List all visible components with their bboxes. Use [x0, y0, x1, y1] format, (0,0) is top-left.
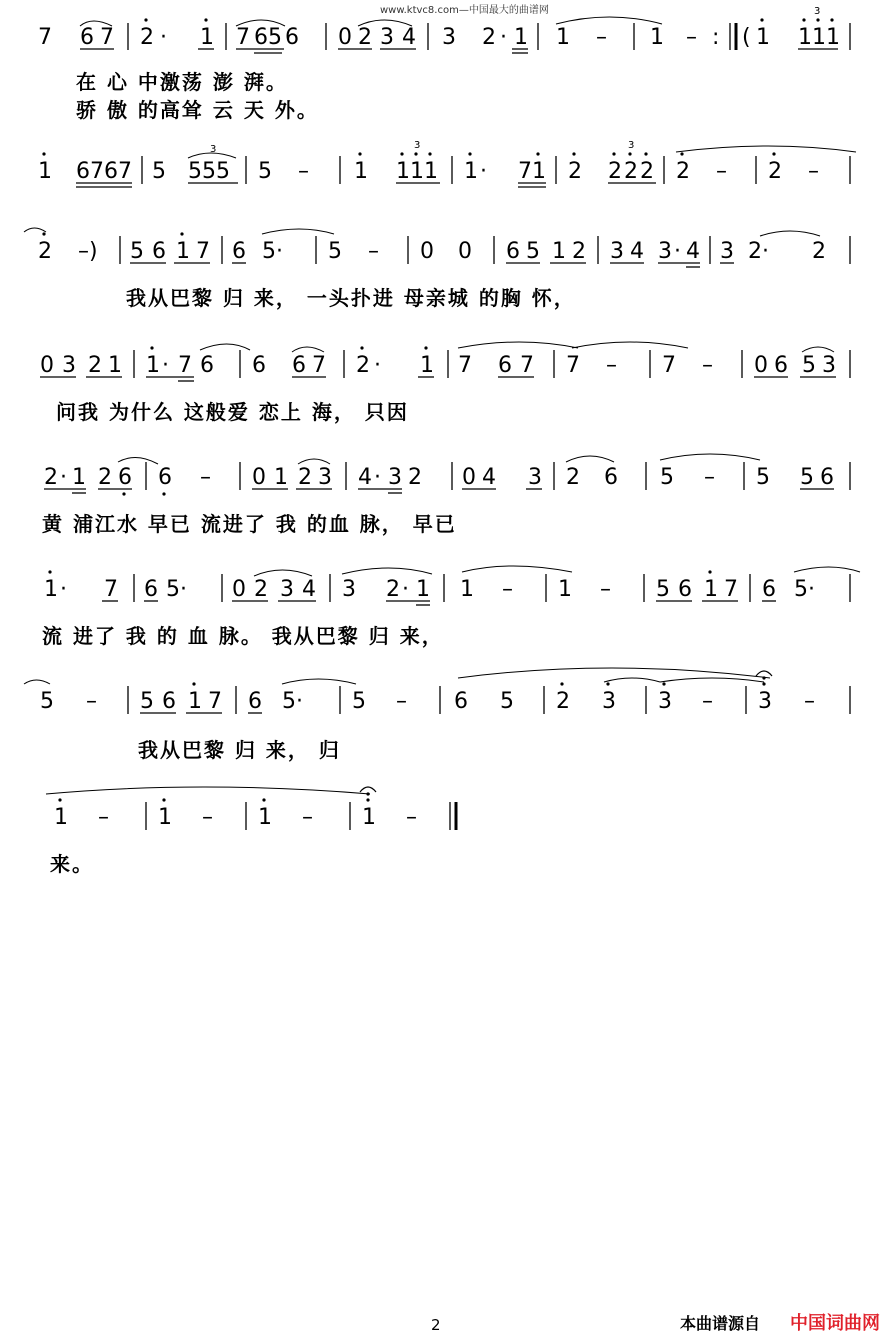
svg-text:1: 1 — [704, 577, 718, 602]
svg-text:5: 5 — [500, 689, 514, 714]
svg-text:5: 5 — [526, 239, 540, 264]
svg-text:1: 1 — [558, 577, 572, 602]
svg-text:6: 6 — [774, 353, 788, 378]
svg-text:2: 2 — [572, 239, 586, 264]
svg-text:4: 4 — [302, 577, 316, 602]
svg-text:–: – — [406, 805, 417, 830]
notation-svg — [0, 456, 886, 496]
svg-text:1: 1 — [416, 577, 430, 602]
svg-text:7: 7 — [518, 159, 532, 184]
svg-text:5: 5 — [660, 465, 674, 490]
svg-text:6: 6 — [118, 465, 132, 490]
svg-text:3: 3 — [658, 239, 672, 264]
svg-text:1: 1 — [200, 25, 214, 50]
svg-text:7: 7 — [312, 353, 326, 378]
svg-text:7: 7 — [458, 353, 472, 378]
svg-text:7: 7 — [196, 239, 210, 264]
notation-row — [0, 140, 886, 190]
svg-text:5: 5 — [352, 689, 366, 714]
svg-text:1: 1 — [176, 239, 190, 264]
svg-text:1: 1 — [54, 805, 68, 830]
svg-text:6: 6 — [285, 25, 299, 50]
svg-text:–: – — [702, 353, 713, 378]
svg-text:1: 1 — [556, 25, 570, 50]
svg-text:6: 6 — [158, 465, 172, 490]
svg-text:3: 3 — [528, 465, 542, 490]
svg-text:–: – — [686, 25, 697, 50]
svg-text:2: 2 — [568, 159, 582, 184]
svg-text:4: 4 — [482, 465, 496, 490]
svg-text:1: 1 — [424, 159, 438, 184]
svg-text:1: 1 — [396, 159, 410, 184]
notation-svg — [0, 796, 886, 836]
svg-text:0: 0 — [252, 465, 266, 490]
svg-text:7: 7 — [208, 689, 222, 714]
svg-text:2: 2 — [768, 159, 782, 184]
svg-text:6: 6 — [498, 353, 512, 378]
svg-text:·: · — [480, 159, 487, 184]
svg-text:2: 2 — [298, 465, 312, 490]
svg-text:6: 6 — [292, 353, 306, 378]
svg-text:5: 5 — [756, 465, 770, 490]
svg-text:3: 3 — [318, 465, 332, 490]
svg-text:1: 1 — [464, 159, 478, 184]
svg-text:·: · — [674, 239, 681, 264]
lyric-line-1: 我从巴黎 归 来， 归 — [138, 738, 341, 762]
svg-text:2: 2 — [254, 577, 268, 602]
svg-text:1: 1 — [756, 25, 770, 50]
svg-text:–: – — [596, 25, 607, 50]
svg-text:1: 1 — [552, 239, 566, 264]
svg-text:2: 2 — [624, 159, 638, 184]
svg-text:–: – — [702, 689, 713, 714]
source-label: 本曲谱源自 — [680, 1314, 761, 1333]
notation-svg — [0, 680, 886, 720]
svg-text:6767: 6767 — [76, 159, 132, 184]
svg-text:–: – — [98, 805, 109, 830]
svg-text:5: 5 — [40, 689, 54, 714]
svg-text:0: 0 — [40, 353, 54, 378]
svg-text:3: 3 — [342, 577, 356, 602]
svg-text:1: 1 — [826, 25, 840, 50]
svg-text:1: 1 — [460, 577, 474, 602]
svg-text:0: 0 — [462, 465, 476, 490]
svg-text:2: 2 — [38, 239, 52, 264]
svg-text:1: 1 — [258, 805, 272, 830]
svg-text:–: – — [396, 689, 407, 714]
svg-text:0: 0 — [338, 25, 352, 50]
svg-text:5: 5 — [140, 689, 154, 714]
svg-text:6: 6 — [252, 353, 266, 378]
svg-text:7: 7 — [100, 25, 114, 50]
svg-text:1: 1 — [188, 689, 202, 714]
notation-row — [0, 568, 886, 608]
svg-text:2: 2 — [98, 465, 112, 490]
svg-text:1: 1 — [146, 353, 160, 378]
svg-text:–: – — [808, 159, 819, 184]
svg-text:7: 7 — [38, 25, 52, 50]
svg-text:·: · — [160, 25, 167, 50]
svg-text:1: 1 — [158, 805, 172, 830]
svg-text:4: 4 — [630, 239, 644, 264]
svg-text:5: 5 — [328, 239, 342, 264]
svg-text:0: 0 — [458, 239, 472, 264]
svg-text:2: 2 — [608, 159, 622, 184]
svg-text:4: 4 — [358, 465, 372, 490]
notation-svg — [0, 230, 886, 270]
svg-text:0: 0 — [420, 239, 434, 264]
svg-text:7: 7 — [178, 353, 192, 378]
svg-text:3: 3 — [628, 140, 635, 151]
svg-text:5·: 5· — [794, 577, 815, 602]
svg-text:2: 2 — [88, 353, 102, 378]
page-number: 2 — [431, 1316, 441, 1334]
svg-text:5: 5 — [802, 353, 816, 378]
notation-row — [0, 680, 886, 720]
svg-text:5·: 5· — [166, 577, 187, 602]
svg-text:–: – — [202, 805, 213, 830]
svg-text:–: – — [804, 689, 815, 714]
svg-text:–): –) — [78, 239, 98, 264]
svg-text:7: 7 — [520, 353, 534, 378]
svg-text:6: 6 — [506, 239, 520, 264]
svg-text:1: 1 — [650, 25, 664, 50]
svg-text:·: · — [60, 577, 67, 602]
lyric-line-1: 来。 — [50, 852, 94, 876]
svg-text:–: – — [368, 239, 379, 264]
svg-text:3: 3 — [610, 239, 624, 264]
svg-text:4: 4 — [686, 239, 700, 264]
svg-text:3: 3 — [758, 689, 772, 714]
svg-text:2: 2 — [676, 159, 690, 184]
svg-text:3: 3 — [380, 25, 394, 50]
svg-text:·: · — [374, 465, 381, 490]
svg-text:3: 3 — [210, 144, 217, 155]
svg-text:3: 3 — [658, 689, 672, 714]
svg-text:7: 7 — [724, 577, 738, 602]
svg-text:2: 2 — [556, 689, 570, 714]
svg-text:1: 1 — [38, 159, 52, 184]
svg-text:–: – — [502, 577, 513, 602]
notation-row — [0, 230, 886, 270]
notation-svg — [0, 140, 886, 190]
svg-text:1: 1 — [812, 25, 826, 50]
svg-text:3: 3 — [414, 140, 421, 151]
svg-text:1: 1 — [362, 805, 376, 830]
svg-text:·: · — [374, 353, 381, 378]
lyric-line-1: 流 进了 我 的 血 脉。 我从巴黎 归 来， — [42, 624, 444, 648]
notation-row — [0, 796, 886, 836]
svg-text:6: 6 — [248, 689, 262, 714]
svg-text:1: 1 — [44, 577, 58, 602]
svg-text:6: 6 — [200, 353, 214, 378]
svg-text:2: 2 — [408, 465, 422, 490]
svg-text:2: 2 — [44, 465, 58, 490]
svg-text:1: 1 — [354, 159, 368, 184]
lyric-line-1: 问我 为什么 这般爱 恋上 海， 只因 — [56, 400, 409, 424]
svg-text:6: 6 — [144, 577, 158, 602]
svg-text:5: 5 — [152, 159, 166, 184]
svg-text:2: 2 — [812, 239, 826, 264]
svg-text:·: · — [402, 577, 409, 602]
svg-text:5: 5 — [258, 159, 272, 184]
svg-text:4: 4 — [402, 25, 416, 50]
svg-text:6: 6 — [454, 689, 468, 714]
svg-text:·: · — [60, 465, 67, 490]
svg-text:–: – — [86, 689, 97, 714]
svg-text:3: 3 — [814, 6, 821, 17]
svg-text:1: 1 — [420, 353, 434, 378]
svg-text:5: 5 — [130, 239, 144, 264]
svg-text:7: 7 — [566, 353, 580, 378]
svg-text:6: 6 — [162, 689, 176, 714]
svg-text:6: 6 — [678, 577, 692, 602]
svg-text:65: 65 — [254, 25, 282, 50]
svg-text:·: · — [162, 353, 169, 378]
svg-text:2: 2 — [140, 25, 154, 50]
svg-text:6: 6 — [152, 239, 166, 264]
svg-text:6: 6 — [80, 25, 94, 50]
lyric-line-1: 在 心 中激荡 澎 湃。 — [76, 70, 288, 94]
svg-text:5: 5 — [800, 465, 814, 490]
svg-text:3: 3 — [388, 465, 402, 490]
svg-text:7: 7 — [236, 25, 250, 50]
svg-text:0: 0 — [754, 353, 768, 378]
svg-text:6: 6 — [820, 465, 834, 490]
svg-text:1: 1 — [410, 159, 424, 184]
svg-text:2: 2 — [356, 353, 370, 378]
svg-text:–: – — [704, 465, 715, 490]
svg-text:2: 2 — [640, 159, 654, 184]
svg-text:2: 2 — [566, 465, 580, 490]
notation-row — [0, 456, 886, 496]
svg-text:2: 2 — [358, 25, 372, 50]
site-logo-text: 中国词曲网 — [790, 1313, 880, 1334]
svg-text:1: 1 — [532, 159, 546, 184]
lyric-line-2: 骄 傲 的高耸 云 天 外。 — [76, 98, 319, 122]
svg-text:5·: 5· — [262, 239, 283, 264]
svg-text:7: 7 — [662, 353, 676, 378]
svg-text:5: 5 — [656, 577, 670, 602]
svg-text:6: 6 — [232, 239, 246, 264]
svg-text:6: 6 — [762, 577, 776, 602]
svg-text:–: – — [606, 353, 617, 378]
svg-text:3: 3 — [822, 353, 836, 378]
svg-text:1: 1 — [72, 465, 86, 490]
watermark-header: www.ktvc8.com—中国最大的曲谱网 — [380, 5, 549, 16]
svg-text:3: 3 — [602, 689, 616, 714]
svg-text:7: 7 — [104, 577, 118, 602]
svg-text:–: – — [200, 465, 211, 490]
svg-text:0: 0 — [232, 577, 246, 602]
svg-text:6: 6 — [604, 465, 618, 490]
notation-row — [0, 344, 886, 384]
svg-text:555: 555 — [188, 159, 230, 184]
svg-text:1: 1 — [274, 465, 288, 490]
lyric-line-1: 黄 浦江水 早已 流进了 我 的血 脉， 早已 — [42, 512, 457, 536]
svg-text::: : — [712, 25, 720, 50]
svg-text:5·: 5· — [282, 689, 303, 714]
svg-text:2: 2 — [482, 25, 496, 50]
lyric-line-1: 我从巴黎 归 来， 一头扑进 母亲城 的胸 怀， — [126, 286, 576, 310]
svg-text:3: 3 — [62, 353, 76, 378]
svg-text:1: 1 — [108, 353, 122, 378]
svg-text:3: 3 — [442, 25, 456, 50]
svg-text:1: 1 — [514, 25, 528, 50]
svg-text:2·: 2· — [748, 239, 769, 264]
svg-text:3: 3 — [280, 577, 294, 602]
notation-svg — [0, 568, 886, 608]
svg-text:2: 2 — [386, 577, 400, 602]
svg-text:–: – — [302, 805, 313, 830]
svg-text:3: 3 — [720, 239, 734, 264]
svg-text:–: – — [600, 577, 611, 602]
svg-text:·: · — [500, 25, 507, 50]
svg-text:(: ( — [742, 25, 751, 50]
svg-text:–: – — [716, 159, 727, 184]
notation-svg — [0, 344, 886, 384]
svg-text:1: 1 — [798, 25, 812, 50]
svg-text:–: – — [298, 159, 309, 184]
